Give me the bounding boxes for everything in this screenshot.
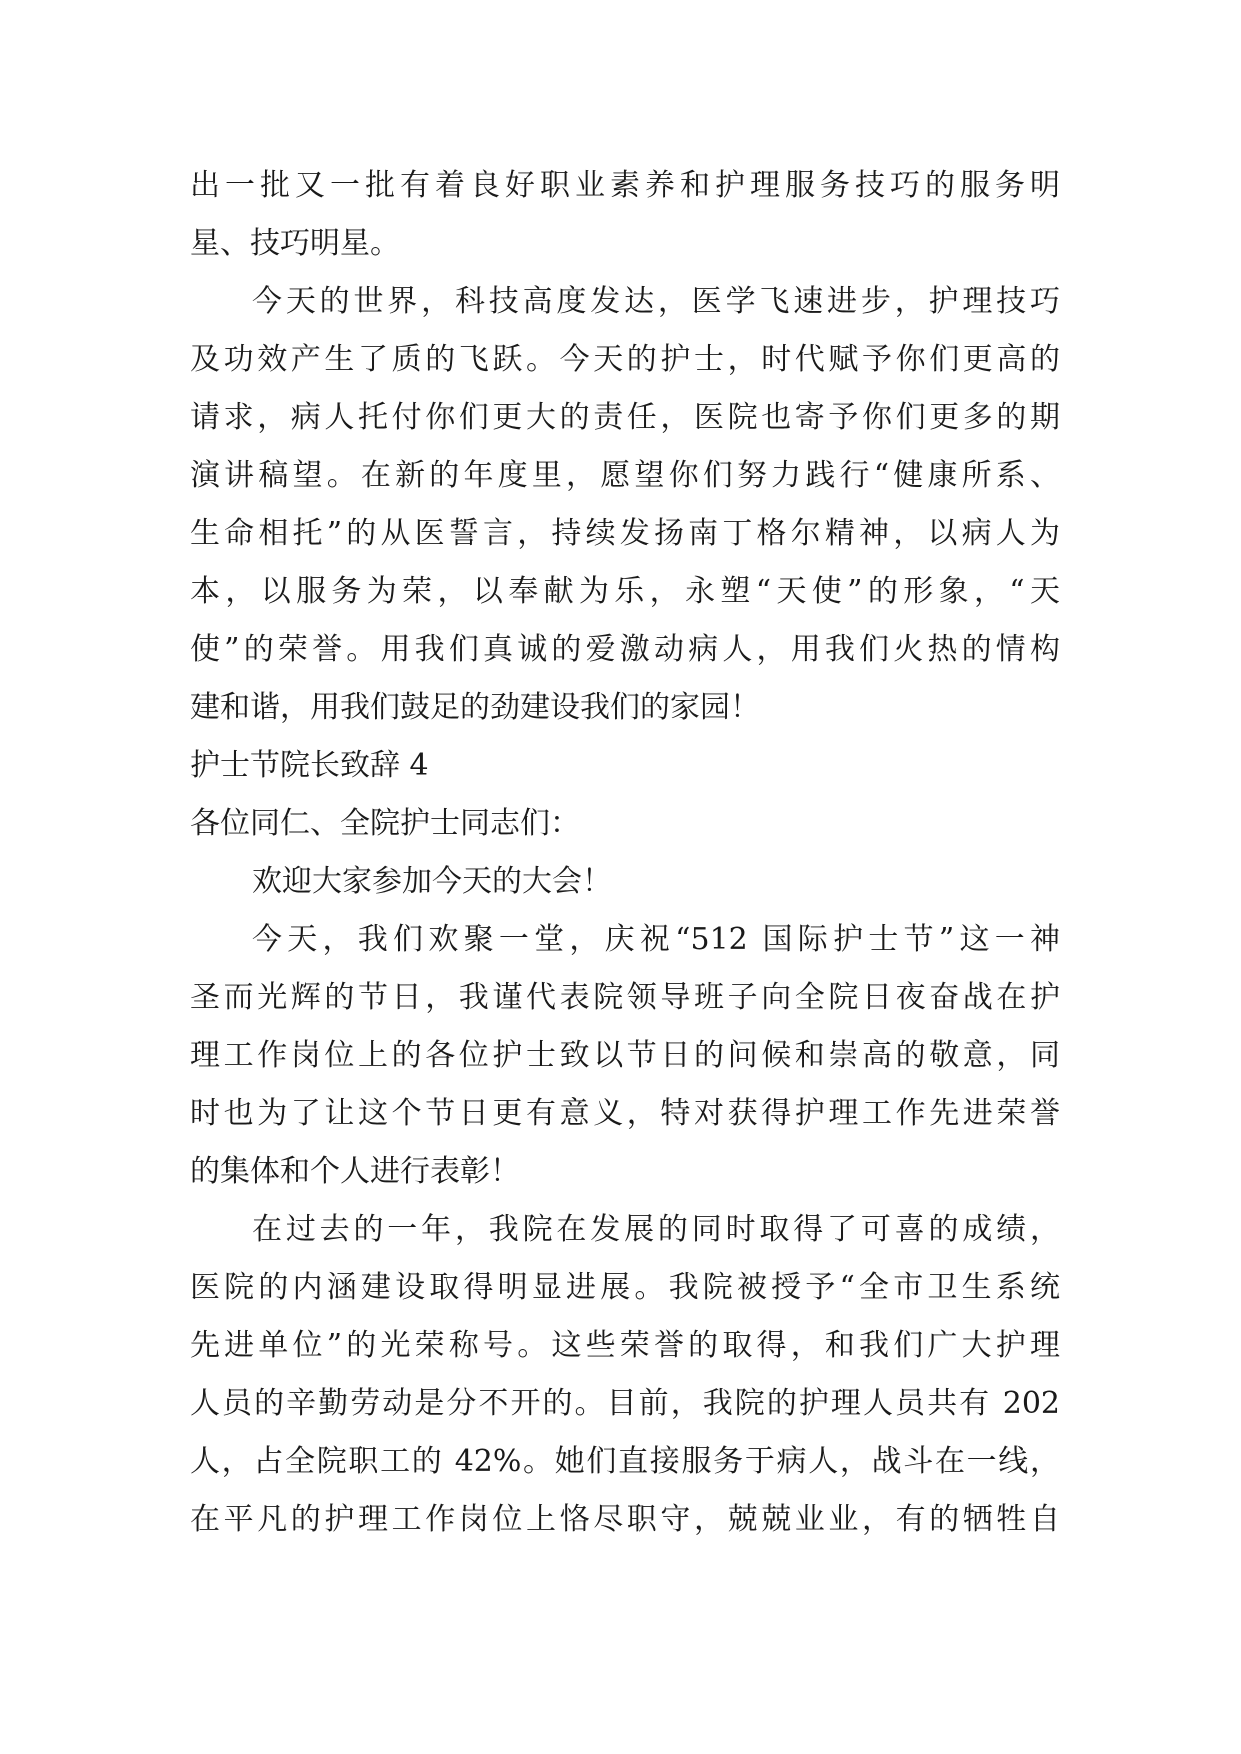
text-line: 演讲稿望。在新的年度里，愿望你们努力践行“健康所系、: [190, 458, 1060, 493]
salutation: 各位同仁、全院护士同志们：: [190, 806, 580, 841]
paragraph-first-line: 今天的世界，科技高度发达，医学飞速进步，护理技巧: [252, 284, 1060, 319]
text-line: 使”的荣誉。用我们真诚的爱激动病人，用我们火热的情构: [190, 632, 1060, 667]
text-line: 生命相托”的从医誓言，持续发扬南丁格尔精神，以病人为: [190, 516, 1060, 551]
text-line: 建和谐，用我们鼓足的劲建设我们的家园！: [190, 690, 760, 725]
text-line: 及功效产生了质的飞跃。今天的护士，时代赋予你们更高的: [190, 342, 1060, 377]
text-line: 理工作岗位上的各位护士致以节日的问候和崇高的敬意，同: [190, 1038, 1060, 1073]
text-line: 医院的内涵建设取得明显进展。我院被授予“全市卫生系统: [190, 1270, 1060, 1305]
paragraph-first-line: 在过去的一年，我院在发展的同时取得了可喜的成绩，: [252, 1212, 1060, 1247]
paragraph-first-line: 欢迎大家参加今天的大会！: [252, 864, 612, 899]
text-line: 出一批又一批有着良好职业素养和护理服务技巧的服务明: [190, 168, 1060, 203]
paragraph-first-line: 今天，我们欢聚一堂，庆祝“512 国际护士节”这一神: [252, 922, 1060, 957]
text-line: 的集体和个人进行表彰！: [190, 1154, 520, 1189]
text-line: 圣而光辉的节日，我谨代表院领导班子向全院日夜奋战在护: [190, 980, 1060, 1015]
text-line: 人，占全院职工的 42%。她们直接服务于病人，战斗在一线，: [190, 1444, 1060, 1479]
text-line: 星、技巧明星。: [190, 226, 400, 261]
text-line: 请求，病人托付你们更大的责任，医院也寄予你们更多的期: [190, 400, 1060, 435]
text-line: 人员的辛勤劳动是分不开的。目前，我院的护理人员共有 202: [190, 1386, 1060, 1421]
text-line: 先进单位”的光荣称号。这些荣誉的取得，和我们广大护理: [190, 1328, 1060, 1363]
section-heading: 护士节院长致辞 4: [190, 748, 429, 783]
text-line: 本，以服务为荣，以奉献为乐，永塑“天使”的形象，“天: [190, 574, 1060, 609]
text-line: 时也为了让这个节日更有意义，特对获得护理工作先进荣誉: [190, 1096, 1060, 1131]
text-line: 在平凡的护理工作岗位上恪尽职守，兢兢业业，有的牺牲自: [190, 1502, 1060, 1537]
